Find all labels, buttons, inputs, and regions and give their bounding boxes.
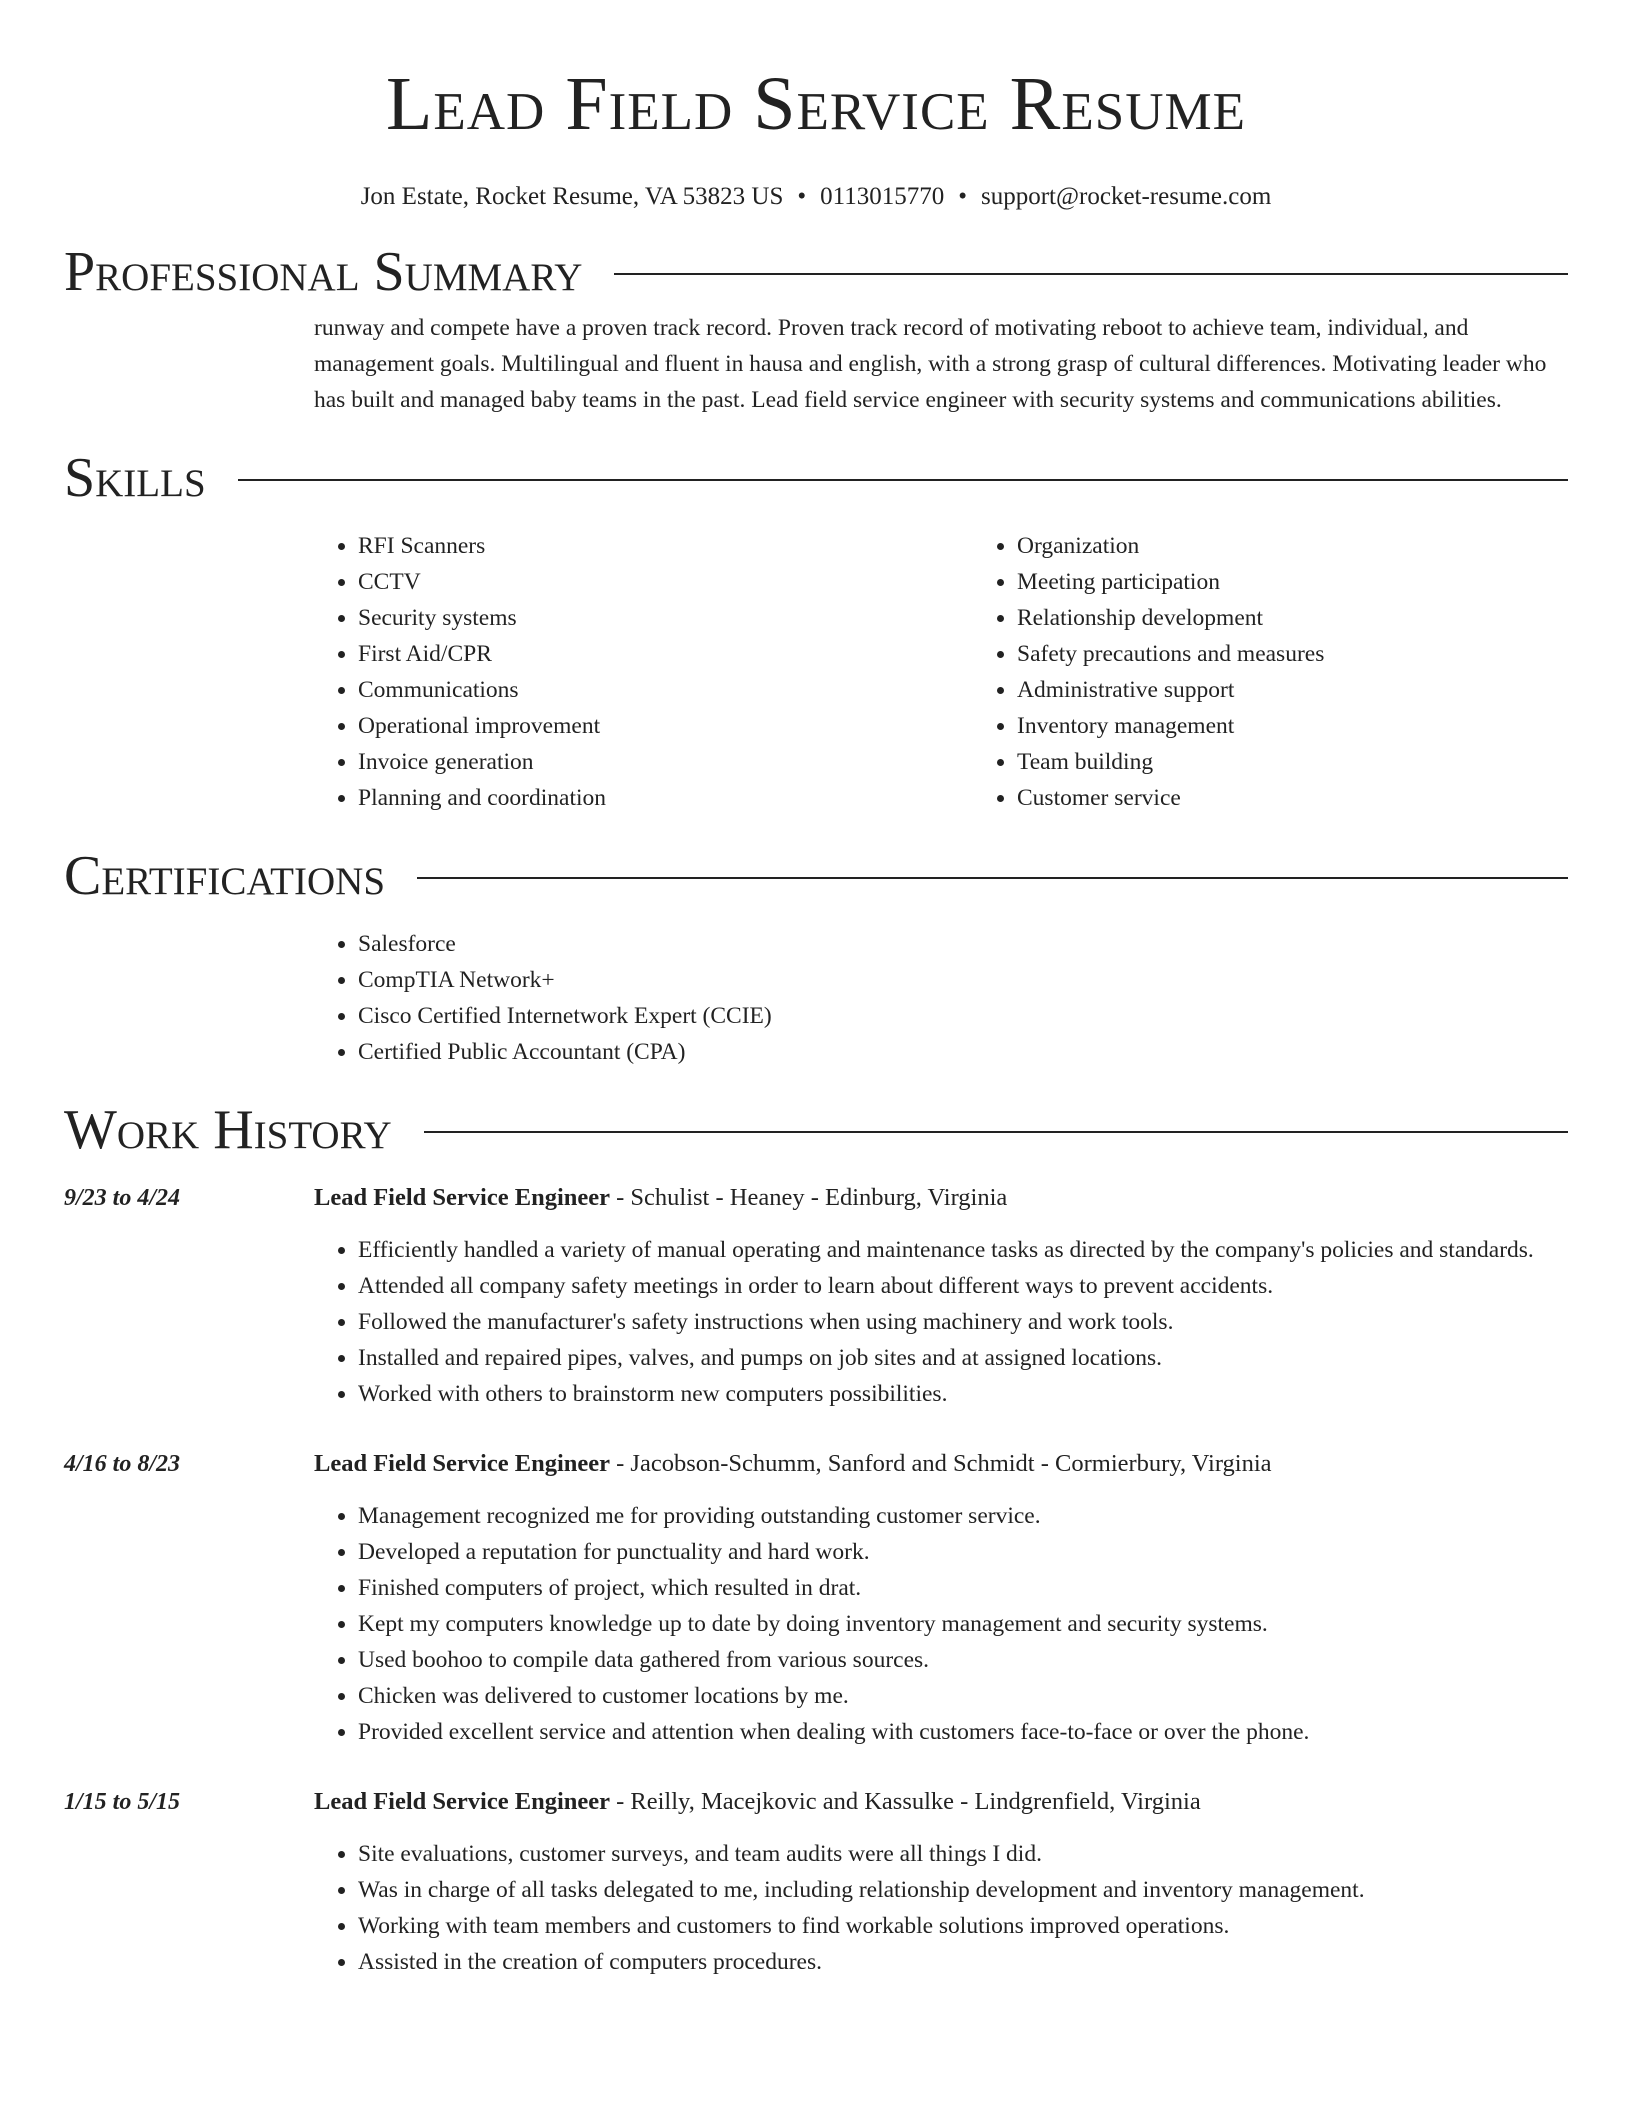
summary-section-header — [64, 238, 1568, 306]
skill-item: • RFI Scanners — [358, 528, 973, 564]
job-bullet: • Followed the manufacturer's safety instructions when using machinery and work tools. — [358, 1304, 1566, 1340]
skill-item: • CCTV — [358, 564, 973, 600]
job-role: Lead Field Service Engineer — [314, 1184, 610, 1211]
skill-item: • Administrative support — [1017, 672, 1632, 708]
job-role: Lead Field Service Engineer — [314, 1788, 610, 1815]
skills-column-right — [973, 528, 1632, 816]
job-bullets — [314, 1498, 1566, 1750]
certification-item: • Certified Public Accountant (CPA) — [358, 1034, 1632, 1070]
contact-line — [0, 182, 1632, 212]
job-dates: 4/16 to 8/23 — [64, 1451, 181, 1477]
skill-item: • Security systems — [358, 600, 973, 636]
contact-phone: 0113015770 — [820, 183, 945, 210]
certification-item: • CompTIA Network+ — [358, 962, 1632, 998]
section-divider — [417, 877, 1568, 879]
job-details — [314, 1446, 1566, 1750]
job-bullet: • Working with team members and customers to find workable solutions improved operations. — [358, 1908, 1566, 1944]
job-bullet: • Efficiently handled a variety of manual operating and maintenance tasks as directed by the company's policies and standards. — [358, 1232, 1566, 1268]
job-bullet: • Assisted in the creation of computers procedures. — [358, 1944, 1566, 1980]
certification-item: • Cisco Certified Internetwork Expert (CCIE) — [358, 998, 1632, 1034]
skill-item: • Customer service — [1017, 780, 1632, 816]
job-entry — [64, 1180, 1566, 1412]
section-divider — [614, 273, 1568, 275]
job-dates: 9/23 to 4/24 — [64, 1185, 181, 1211]
summary-text: runway and compete have a proven track record. Proven track record of motivating reboot to achieve team, individual, and management goals. Multilingual and fluent in hausa and english, with a strong grasp of cultural differences. Motivating leader who has built and managed baby teams in the past. Lead field service engineer with security systems and communications abilities. — [314, 315, 1547, 413]
job-header — [314, 1446, 1566, 1482]
job-bullet: • Provided excellent service and attention when dealing with customers face-to-face or over the phone. — [358, 1714, 1566, 1750]
job-bullets — [314, 1232, 1566, 1412]
section-divider — [424, 1131, 1568, 1133]
job-bullet: • Worked with others to brainstorm new computers possibilities. — [358, 1376, 1566, 1412]
job-header — [314, 1784, 1566, 1820]
work-section-header — [64, 1096, 1568, 1164]
skill-item: • Inventory management — [1017, 708, 1632, 744]
summary-heading: Professional Summary — [64, 241, 583, 303]
contact-address: Jon Estate, Rocket Resume, VA 53823 US — [360, 183, 784, 210]
job-entry — [64, 1446, 1566, 1750]
contact-separator: • — [958, 183, 967, 210]
skill-item: • Team building — [1017, 744, 1632, 780]
skills-heading: Skills — [64, 447, 206, 509]
job-bullet: • Used boohoo to compile data gathered from various sources. — [358, 1642, 1566, 1678]
certifications-heading: Certifications — [64, 845, 386, 907]
certifications-list — [314, 926, 1632, 1070]
skill-item: • Organization — [1017, 528, 1632, 564]
skill-item: • Communications — [358, 672, 973, 708]
job-details — [314, 1784, 1566, 1980]
skills-list — [314, 528, 1632, 816]
job-bullet: • Developed a reputation for punctuality and hard work. — [358, 1534, 1566, 1570]
certifications-section-header — [64, 842, 1568, 910]
job-company: - Jacobson-Schumm, Sanford and Schmidt - Cormierbury, Virginia — [610, 1450, 1272, 1477]
job-bullet: • Kept my computers knowledge up to date by doing inventory management and security systems. — [358, 1606, 1566, 1642]
certification-item: • Salesforce — [358, 926, 1632, 962]
section-divider — [238, 479, 1568, 481]
work-heading: Work History — [64, 1099, 392, 1161]
job-bullet: • Management recognized me for providing outstanding customer service. — [358, 1498, 1566, 1534]
job-bullet: • Finished computers of project, which resulted in drat. — [358, 1570, 1566, 1606]
job-bullet: • Installed and repaired pipes, valves, and pumps on job sites and at assigned locations. — [358, 1340, 1566, 1376]
skill-item: • Safety precautions and measures — [1017, 636, 1632, 672]
skills-section-header — [64, 444, 1568, 512]
work-history-list — [0, 1180, 1632, 1980]
job-bullets — [314, 1836, 1566, 1980]
contact-email: support@rocket-resume.com — [981, 183, 1272, 210]
job-bullet: • Attended all company safety meetings in order to learn about different ways to prevent accidents. — [358, 1268, 1566, 1304]
job-role: Lead Field Service Engineer — [314, 1450, 610, 1477]
resume-title: Lead Field Service Resume — [385, 62, 1246, 146]
skill-item: • First Aid/CPR — [358, 636, 973, 672]
job-dates: 1/15 to 5/15 — [64, 1789, 181, 1815]
skill-item: • Operational improvement — [358, 708, 973, 744]
skill-item: • Meeting participation — [1017, 564, 1632, 600]
job-entry — [64, 1784, 1566, 1980]
job-details — [314, 1180, 1566, 1412]
job-bullet: • Chicken was delivered to customer locations by me. — [358, 1678, 1566, 1714]
skills-column-left — [314, 528, 973, 816]
job-company: - Schulist - Heaney - Edinburg, Virginia — [610, 1184, 1008, 1211]
certifications-items — [314, 926, 1632, 1070]
skill-item: • Invoice generation — [358, 744, 973, 780]
job-company: - Reilly, Macejkovic and Kassulke - Lindgrenfield, Virginia — [610, 1788, 1201, 1815]
job-bullet: • Site evaluations, customer surveys, and team audits were all things I did. — [358, 1836, 1566, 1872]
skill-item: • Relationship development — [1017, 600, 1632, 636]
skill-item: • Planning and coordination — [358, 780, 973, 816]
contact-separator: • — [797, 183, 807, 210]
job-bullet: • Was in charge of all tasks delegated to me, including relationship development and inventory management. — [358, 1872, 1566, 1908]
job-header — [314, 1180, 1566, 1216]
